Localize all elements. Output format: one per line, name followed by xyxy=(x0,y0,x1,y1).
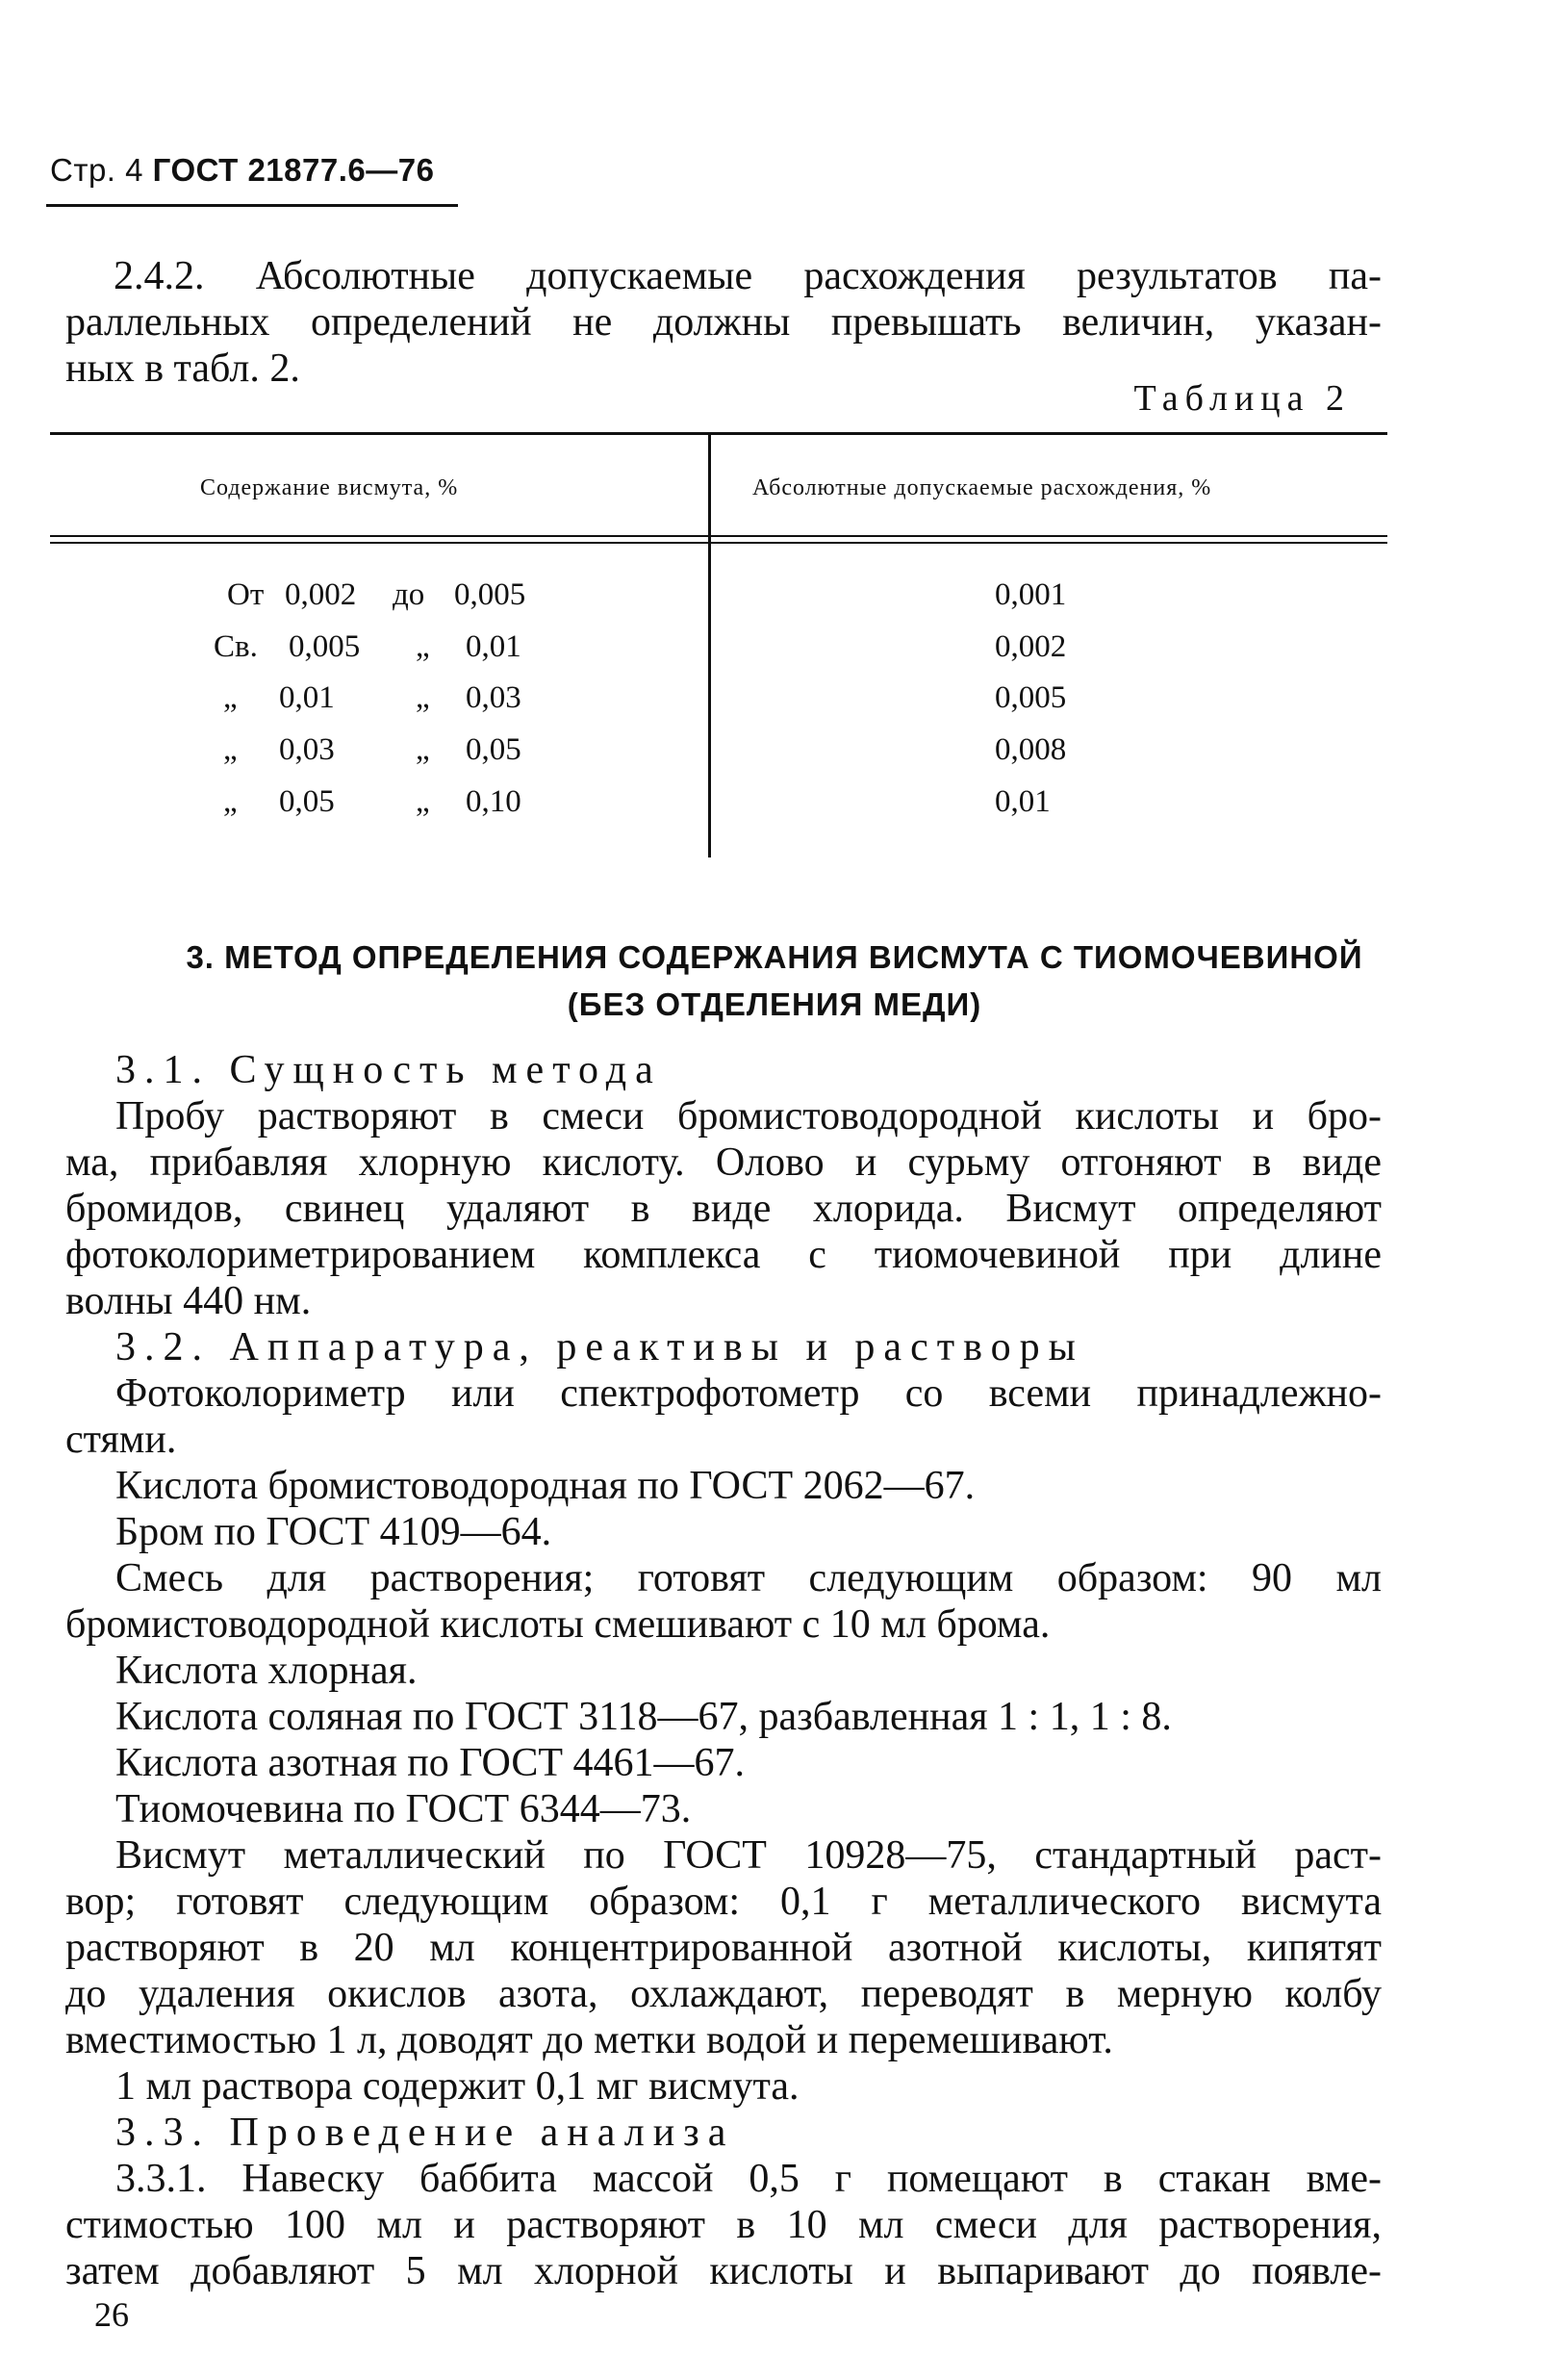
section-title-line-1: 3. МЕТОД ОПРЕДЕЛЕНИЯ СОДЕРЖАНИЯ ВИСМУТА С ТИОМОЧЕВИНОЙ xyxy=(186,939,1363,975)
body-line: 1 мл раствора содержит 0,1 мг висмута. xyxy=(115,2064,800,2109)
row1-value: 0,001 xyxy=(995,577,1067,612)
row2-value: 0,002 xyxy=(995,629,1067,664)
table-header-rule-double xyxy=(50,542,1387,544)
body-line: волны 440 нм. xyxy=(65,1279,312,1323)
page-number: 26 xyxy=(94,2295,129,2334)
body-line: растворяют в 20 мл концентрированной азотной кислоты, кипятят xyxy=(65,1926,1382,1970)
row5-sep: „ xyxy=(416,784,430,819)
row4-sep: „ xyxy=(416,732,430,767)
page-header xyxy=(50,152,434,189)
body-line: Бром по ГОСТ 4109—64. xyxy=(115,1510,552,1554)
table-header-rule xyxy=(50,535,1387,537)
row3-to: 0,03 xyxy=(466,680,521,715)
row2-from: 0,005 xyxy=(289,629,361,664)
body-line: Кислота азотная по ГОСТ 4461—67. xyxy=(115,1741,745,1785)
row5-from: 0,05 xyxy=(279,784,335,819)
body-line: Пробу растворяют в смеси бромистоводородной кислоты и бро- xyxy=(115,1094,1382,1139)
body-line: 3.3.1. Навеску баббита массой 0,5 г помещают в стакан вме- xyxy=(115,2157,1382,2201)
row5-prefix: „ xyxy=(223,784,238,819)
body-line: Фотоколориметр или спектрофотометр со всеми принадлежно- xyxy=(115,1371,1382,1416)
row4-value: 0,008 xyxy=(995,732,1067,767)
subsection-3-2-heading: 3.2. Аппаратура, реактивы и растворы xyxy=(115,1325,1084,1369)
body-line: бромистоводородной кислоты смешивают с 10 мл брома. xyxy=(65,1602,1051,1647)
row4-prefix: „ xyxy=(223,732,238,767)
row1-sep: до xyxy=(393,577,425,612)
body-line: Смесь для растворения; готовят следующим образом: 90 мл xyxy=(115,1556,1382,1600)
row3-from: 0,01 xyxy=(279,680,335,715)
header-rule xyxy=(46,204,458,207)
intro-line-1: 2.4.2. Абсолютные допускаемые расхождения результатов па- xyxy=(114,254,1382,298)
row2-prefix: Св. xyxy=(214,629,258,664)
table-col1-header: Содержание висмута, % xyxy=(200,475,459,500)
subsection-3-3-heading: 3.3. Проведение анализа xyxy=(115,2111,735,2155)
row3-prefix: „ xyxy=(223,680,238,715)
table-top-rule xyxy=(50,432,1387,435)
row5-value: 0,01 xyxy=(995,784,1051,819)
row3-value: 0,005 xyxy=(995,680,1067,715)
body-line: стимостью 100 мл и растворяют в 10 мл смеси для растворения, xyxy=(65,2203,1382,2247)
body-line: Кислота бромистоводородная по ГОСТ 2062—67. xyxy=(115,1464,976,1508)
row1-from: 0,002 xyxy=(285,577,357,612)
body-line: фотоколориметрированием комплекса с тиомочевиной при длине xyxy=(65,1233,1382,1277)
section-title-line-2: (БЕЗ ОТДЕЛЕНИЯ МЕДИ) xyxy=(567,986,982,1022)
row5-to: 0,10 xyxy=(466,784,521,819)
row4-from: 0,03 xyxy=(279,732,335,767)
body-line: Кислота хлорная. xyxy=(115,1649,418,1693)
body-line: бромидов, свинец удаляют в виде хлорида. Висмут определяют xyxy=(65,1187,1382,1231)
row1-to: 0,005 xyxy=(454,577,526,612)
table-column-divider xyxy=(708,434,711,857)
body-line: вор; готовят следующим образом: 0,1 г металлического висмута xyxy=(65,1880,1382,1924)
intro-line-2: раллельных определений не должны превышать величин, указан- xyxy=(65,300,1382,345)
intro-line-3: ных в табл. 2. xyxy=(65,346,300,391)
row1-prefix: От xyxy=(227,577,265,612)
standard-number: ГОСТ 21877.6—76 xyxy=(152,152,435,188)
row3-sep: „ xyxy=(416,680,430,715)
page-label: Стр. 4 xyxy=(50,152,143,188)
table-col2-header: Абсолютные допускаемые расхождения, % xyxy=(752,475,1212,500)
body-line: Тиомочевина по ГОСТ 6344—73. xyxy=(115,1787,692,1831)
body-line: Висмут металлический по ГОСТ 10928—75, стандартный раст- xyxy=(115,1833,1382,1878)
table-caption: Таблица 2 xyxy=(1133,378,1351,419)
body-line: ма, прибавляя хлорную кислоту. Олово и сурьму отгоняют в виде xyxy=(65,1140,1382,1185)
row2-to: 0,01 xyxy=(466,629,521,664)
body-line: до удаления окислов азота, охлаждают, переводят в мерную колбу xyxy=(65,1972,1382,2016)
body-line: Кислота соляная по ГОСТ 3118—67, разбавленная 1 : 1, 1 : 8. xyxy=(115,1695,1172,1739)
body-line: вместимостью 1 л, доводят до метки водой и перемешивают. xyxy=(65,2018,1113,2062)
body-line: стями. xyxy=(65,1418,177,1462)
subsection-3-1-heading: 3.1. Сущность метода xyxy=(115,1048,662,1092)
row2-sep: „ xyxy=(416,629,430,664)
body-line: затем добавляют 5 мл хлорной кислоты и выпаривают до появле- xyxy=(65,2249,1382,2293)
row4-to: 0,05 xyxy=(466,732,521,767)
